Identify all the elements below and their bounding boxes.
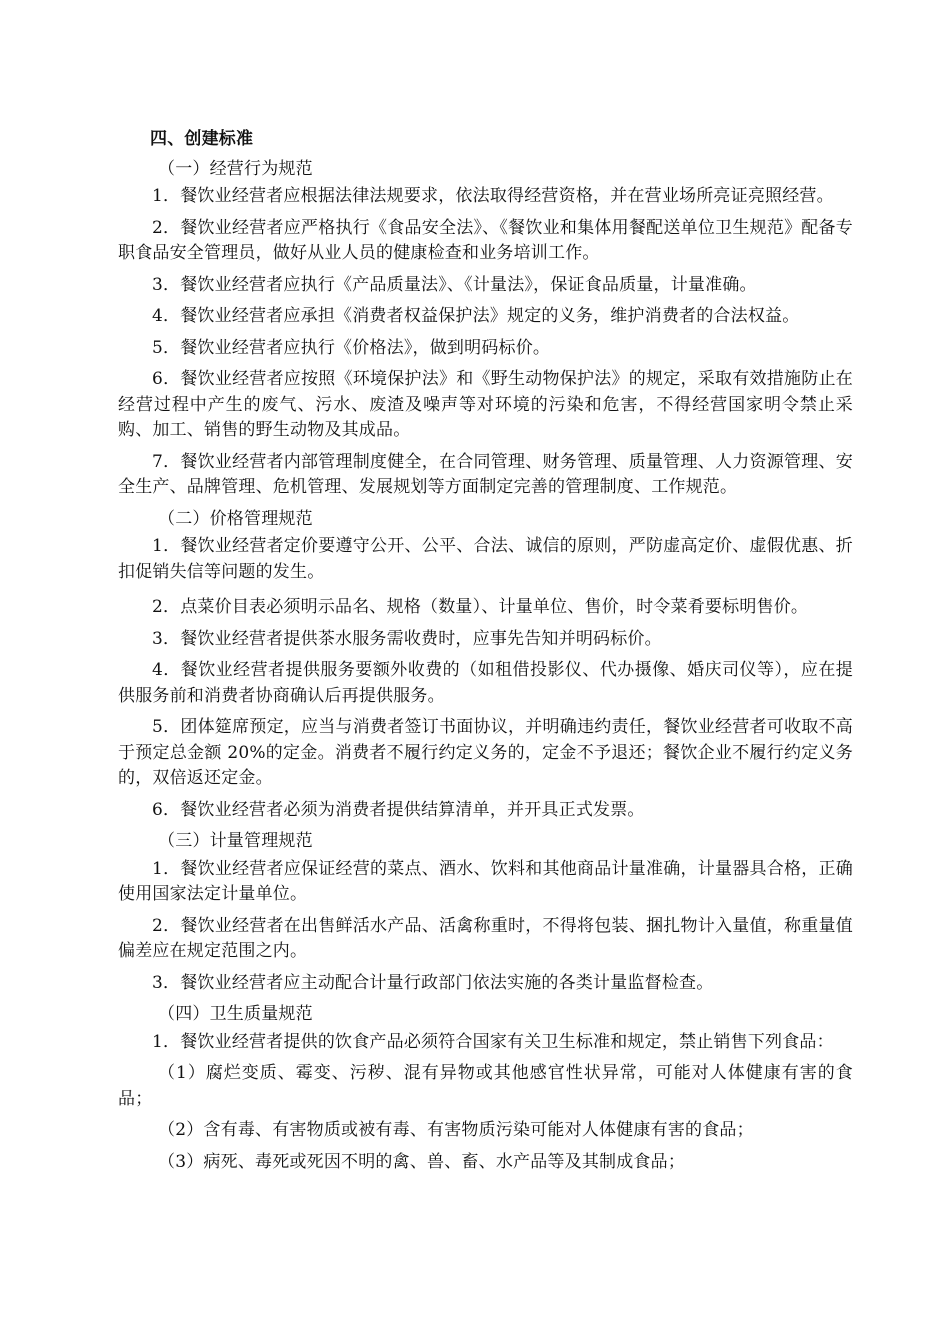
paragraph: 1．餐饮业经营者定价要遵守公开、公平、合法、诚信的原则，严防虚高定价、虚假优惠、折扣促销失信等问题的发生。 — [118, 536, 853, 582]
paragraph: 2．点菜价目表必须明示品名、规格（数量）、计量单位、售价，时令菜肴要标明售价。 — [152, 597, 809, 617]
paragraph: 1．餐饮业经营者提供的饮食产品必须符合国家有关卫生标准和规定，禁止销售下列食品： — [152, 1031, 834, 1052]
document-body — [118, 127, 853, 1181]
paragraph: 5．团体筵席预定，应当与消费者签订书面协议，并明确违约责任，餐饮业经营者可收取不高于预定总金额 20%的定金。消费者不履行约定义务的，定金不予退还；餐饮企业不履行约定义务的，双倍返还定金。 — [118, 717, 853, 788]
paragraph: 3．餐饮业经营者提供茶水服务需收费时，应事先告知并明码标价。 — [152, 628, 662, 649]
paragraph: 2．餐饮业经营者在出售鲜活水产品、活禽称重时，不得将包装、捆扎物计入量值，称重量值偏差应在规定范围之内。 — [118, 915, 853, 961]
paragraph: 1．餐饮业经营者应保证经营的菜点、酒水、饮料和其他商品计量准确，计量器具合格，正确使用国家法定计量单位。 — [118, 858, 853, 904]
subsection-heading-measurement-management: （三）计量管理规范 — [158, 831, 313, 851]
paragraph: 5．餐饮业经营者应执行《价格法》，做到明码标价。 — [152, 337, 551, 358]
list-item: （1）腐烂变质、霉变、污秽、混有异物或其他感官性状异常，可能对人体健康有害的食品； — [118, 1063, 853, 1109]
paragraph: 4．餐饮业经营者提供服务要额外收费的（如租借投影仪、代办摄像、婚庆司仪等），应在提供服务前和消费者协商确认后再提供服务。 — [118, 660, 853, 706]
section-title: 四、创建标准 — [150, 129, 254, 149]
paragraph: 6．餐饮业经营者必须为消费者提供结算清单，并开具正式发票。 — [152, 799, 645, 820]
subsection-heading-business-conduct: （一）经营行为规范 — [158, 158, 313, 179]
paragraph: 4．餐饮业经营者应承担《消费者权益保护法》规定的义务，维护消费者的合法权益。 — [152, 306, 800, 326]
paragraph: 1．餐饮业经营者应根据法律法规要求，依法取得经营资格，并在营业场所亮证亮照经营。 — [152, 186, 834, 206]
paragraph: 3．餐饮业经营者应主动配合计量行政部门依法实施的各类计量监督检查。 — [152, 972, 714, 993]
subsection-heading-price-management: （二）价格管理规范 — [158, 508, 313, 529]
subsection-heading-hygiene-quality: （四）卫生质量规范 — [158, 1004, 313, 1024]
paragraph: 2．餐饮业经营者应严格执行《食品安全法》、《餐饮业和集体用餐配送单位卫生规范》配备专职食品安全管理员，做好从业人员的健康检查和业务培训工作。 — [118, 217, 853, 263]
paragraph: 7．餐饮业经营者内部管理制度健全，在合同管理、财务管理、质量管理、人力资源管理、安全生产、品牌管理、危机管理、发展规划等方面制定完善的管理制度、工作规范。 — [118, 451, 853, 497]
list-item: （2）含有毒、有害物质或被有毒、有害物质污染可能对人体健康有害的食品； — [158, 1120, 754, 1140]
list-item: （3）病死、毒死或死因不明的禽、兽、畜、水产品等及其制成食品； — [158, 1151, 686, 1172]
paragraph: 3．餐饮业经营者应执行《产品质量法》、《计量法》，保证食品质量，计量准确。 — [152, 274, 757, 295]
paragraph: 6．餐饮业经营者应按照《环境保护法》和《野生动物保护法》的规定，采取有效措施防止在经营过程中产生的废气、污水、废渣及噪声等对环境的污染和危害，不得经营国家明令禁止采购、加工、销售的野生动物及其成品。 — [118, 369, 853, 440]
